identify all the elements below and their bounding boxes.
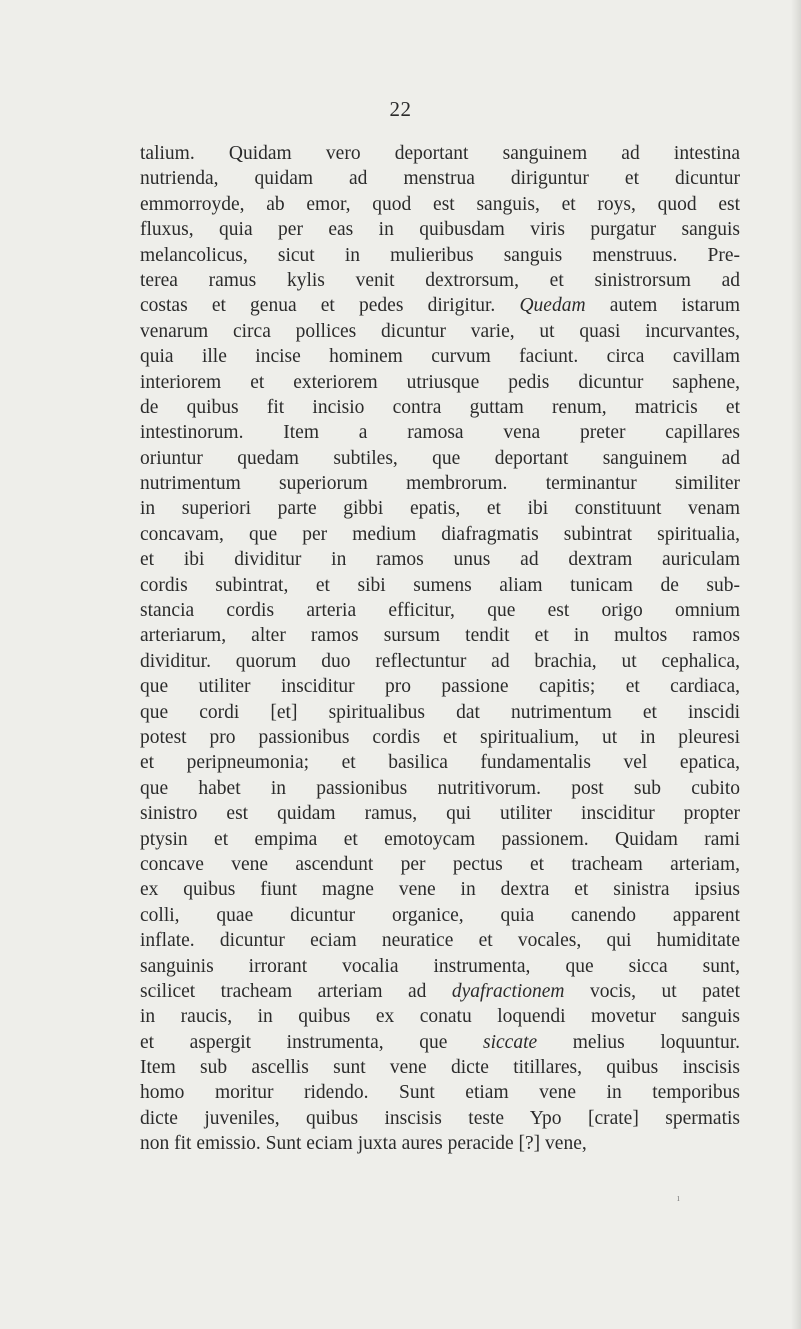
- text-line: sinistro est quidam ramus, qui utiliter insciditur propter: [140, 803, 740, 825]
- text-line: venarum circa pollices dicuntur varie, ut quasi incurvantes,: [140, 320, 740, 342]
- body-text: [140, 141, 740, 1157]
- text-line: intestinorum. Item a ramosa vena preter capillares: [140, 422, 740, 444]
- text-line: non fit emissio. Sunt eciam juxta aures peracide [?] vene,: [140, 1133, 587, 1155]
- text-line: talium. Quidam vero deportant sanguinem ad intestina: [140, 143, 740, 164]
- text-line: concave vene ascendunt per pectus et tracheam arteriam,: [140, 853, 740, 875]
- italic-word: siccate: [483, 1031, 538, 1053]
- italic-word: Quedam: [519, 295, 586, 317]
- text-line: in superiori parte gibbi epatis, et ibi constituunt venam: [140, 498, 740, 520]
- text-line: ptysin et empima et emotoycam passionem. Quidam rami: [140, 828, 740, 850]
- text-line: homo moritur ridendo. Sunt etiam vene in temporibus: [140, 1082, 740, 1104]
- text-line: scilicet tracheam arteriam ad dyafractionem vocis, ut patet: [140, 980, 740, 1002]
- text-line: in raucis, in quibus ex conatu loquendi movetur sanguis: [140, 1006, 740, 1028]
- text-line: interiorem et exteriorem utriusque pedis dicuntur saphene,: [140, 371, 740, 393]
- text-line: dicte juveniles, quibus inscisis teste Ypo [crate] spermatis: [140, 1107, 740, 1129]
- text-line: potest pro passionibus cordis et spiritualium, ut in pleuresi: [140, 726, 740, 748]
- text-line: concavam, que per medium diafragmatis subintrat spiritualia,: [140, 523, 740, 545]
- text-line: et peripneumonia; et basilica fundamentalis vel epatica,: [140, 752, 740, 774]
- text-line: que habet in passionibus nutritivorum. post sub cubito: [140, 777, 740, 799]
- text-line: nutrimentum superiorum membrorum. terminantur similiter: [140, 473, 740, 495]
- page-number: 22: [389, 97, 412, 121]
- text-line: Item sub ascellis sunt vene dicte titillares, quibus inscisis: [140, 1057, 740, 1079]
- text-line: oriuntur quedam subtiles, que deportant sanguinem ad: [140, 447, 740, 469]
- text-line: stancia cordis arteria efficitur, que est origo omnium: [140, 600, 740, 622]
- text-line: arteriarum, alter ramos sursum tendit et in multos ramos: [140, 625, 740, 647]
- text-line: colli, quae dicuntur organice, quia canendo apparent: [140, 904, 740, 926]
- text-line: fluxus, quia per eas in quibusdam viris purgatur sanguis: [140, 219, 740, 241]
- text-line: dividitur. quorum duo reflectuntur ad brachia, ut cephalica,: [140, 650, 740, 672]
- text-line: nutrienda, quidam ad menstrua diriguntur et dicuntur: [140, 168, 740, 190]
- margin-mark: ı: [677, 1193, 680, 1204]
- text-line: sanguinis irrorant vocalia instrumenta, que sicca sunt,: [140, 955, 740, 977]
- text-line: melancolicus, sicut in mulieribus sanguis menstruus. Pre-: [140, 244, 740, 266]
- italic-word: dyafractionem: [451, 980, 565, 1002]
- page-edge-shadow: [791, 0, 801, 1329]
- text-line: et ibi dividitur in ramos unus ad dextram auriculam: [140, 549, 740, 571]
- text-line: ex quibus fiunt magne vene in dextra et sinistra ipsius: [140, 879, 740, 901]
- text-line: de quibus fit incisio contra guttam renum, matricis et: [140, 396, 740, 418]
- text-line: inflate. dicuntur eciam neuratice et vocales, qui humiditate: [140, 930, 740, 952]
- text-line: quia ille incise hominem curvum faciunt. circa cavillam: [140, 346, 740, 368]
- text-line: et aspergit instrumenta, que siccate melius loquuntur.: [140, 1031, 740, 1053]
- text-line: cordis subintrat, et sibi sumens aliam tunicam de sub-: [140, 574, 740, 596]
- text-line: que utiliter insciditur pro passione capitis; et cardiaca,: [140, 676, 740, 698]
- text-line: emmorroyde, ab emor, quod est sanguis, et roys, quod est: [140, 193, 740, 215]
- text-line: terea ramus kylis venit dextrorsum, et sinistrorsum ad: [140, 269, 740, 291]
- text-line: costas et genua et pedes dirigitur. Quedam autem istarum: [140, 295, 740, 317]
- text-line: que cordi [et] spiritualibus dat nutrimentum et inscidi: [140, 701, 740, 723]
